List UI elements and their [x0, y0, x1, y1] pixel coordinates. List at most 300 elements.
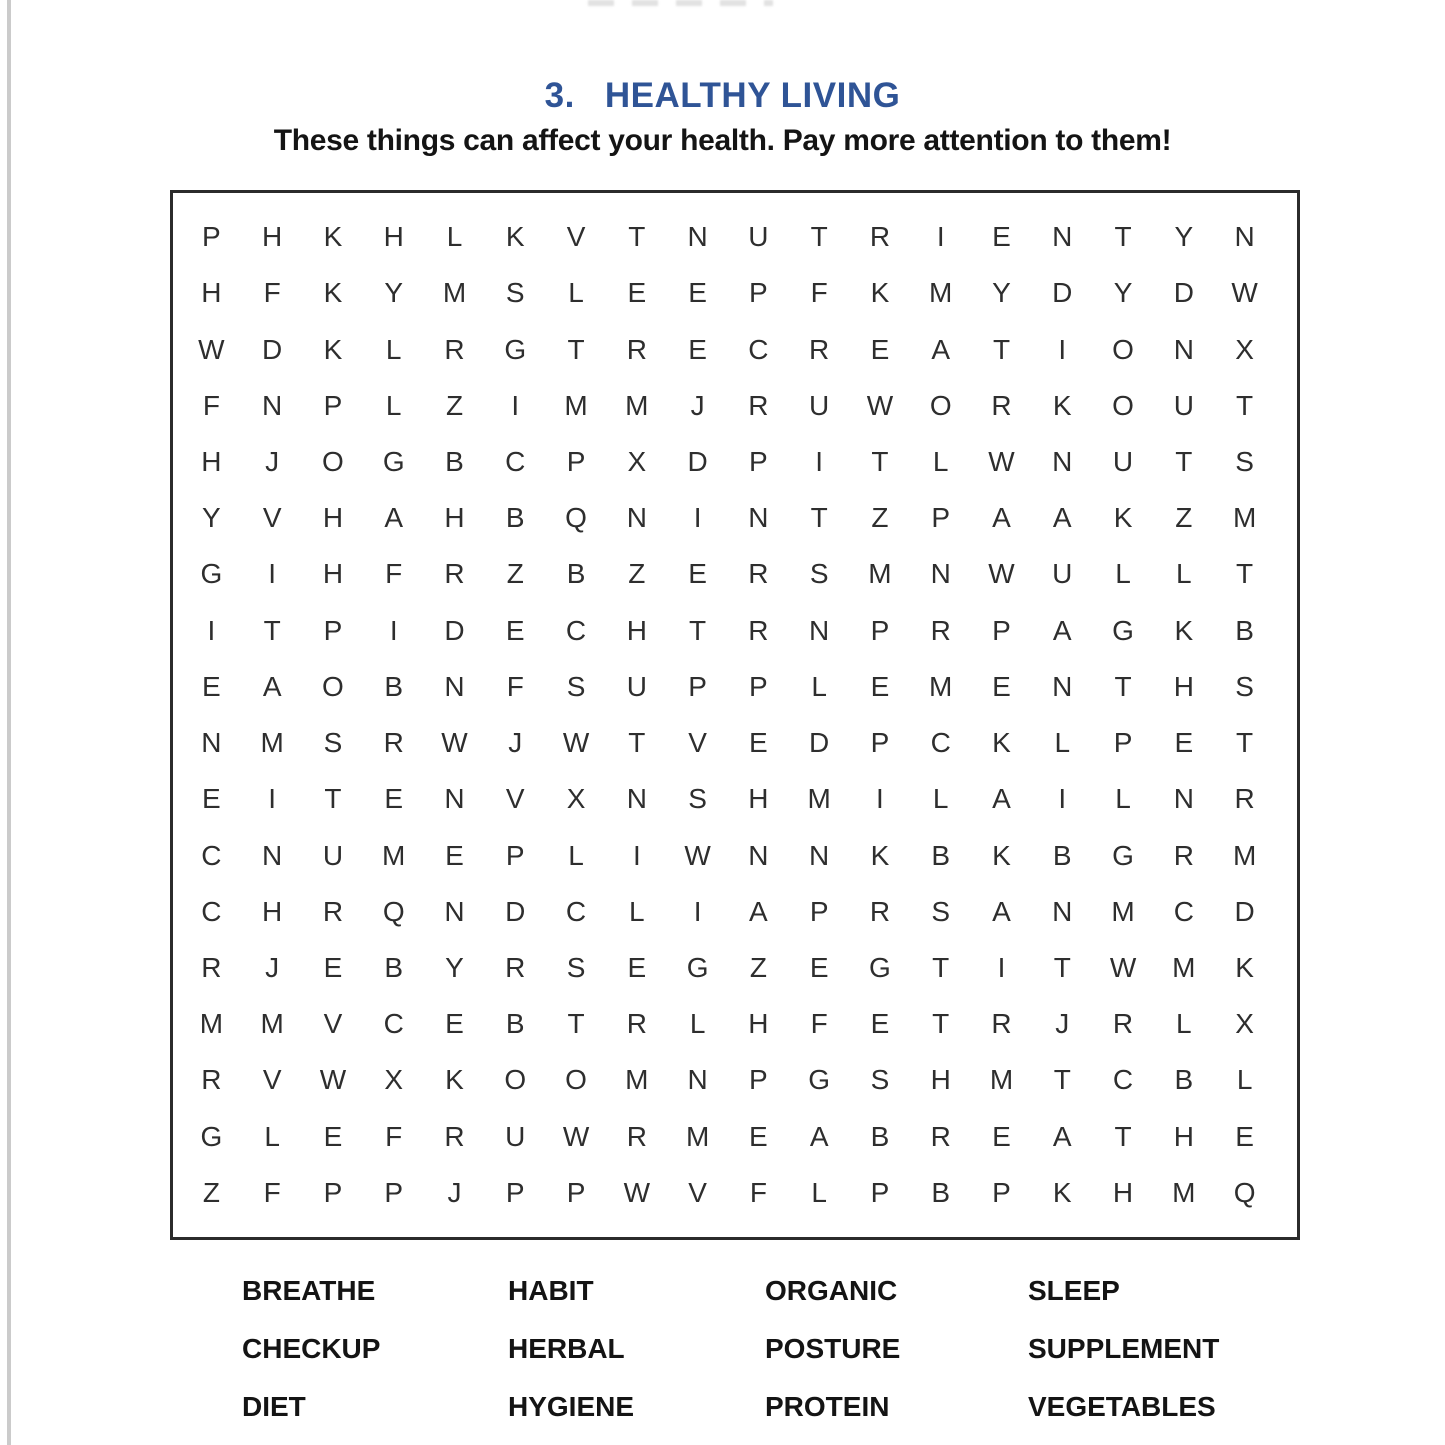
grid-letter: P [688, 670, 707, 702]
grid-letter: K [323, 277, 343, 309]
grid-letter: C [1173, 895, 1194, 927]
grid-letter: Z [871, 502, 889, 534]
grid-letter: R [505, 951, 526, 983]
grid-letter: I [268, 558, 277, 590]
grid-letter: T [263, 614, 281, 646]
grid-letter: S [505, 277, 525, 309]
grid-letter: W [319, 1064, 347, 1096]
grid-letter: I [632, 839, 641, 871]
grid-letter: I [815, 445, 824, 477]
grid-letter: K [1113, 502, 1133, 534]
grid-letter: T [324, 783, 342, 815]
grid-letter: C [201, 839, 222, 871]
word-list-column [1028, 1262, 1302, 1436]
grid-letter: J [447, 1176, 462, 1208]
grid-letter: R [930, 1120, 951, 1152]
grid-letter: C [201, 895, 222, 927]
grid-letter: H [322, 502, 344, 534]
grid-letter: K [1052, 389, 1072, 421]
grid-letter: C [565, 895, 587, 927]
grid-letter: L [932, 783, 949, 815]
grid-letter: E [688, 277, 707, 309]
letter-grid [173, 193, 1297, 1237]
grid-letter: T [628, 727, 646, 759]
grid-letter: R [1112, 1008, 1134, 1040]
grid-letter: R [869, 895, 891, 927]
grid-letter: M [625, 1064, 649, 1096]
grid-letter: K [445, 1064, 464, 1096]
grid-letter: N [626, 502, 647, 534]
grid-letter: N [1173, 783, 1194, 815]
grid-letter: B [505, 1008, 525, 1040]
grid-letter: D [1234, 895, 1255, 927]
grid-letter: M [1172, 1176, 1196, 1208]
grid-letter: Q [565, 502, 587, 534]
grid-letter: T [932, 1008, 950, 1040]
grid-letter: O [322, 445, 344, 477]
grid-letter: T [932, 951, 950, 983]
grid-letter: B [1052, 839, 1072, 871]
grid-letter: P [870, 727, 890, 759]
grid-letter: L [1176, 558, 1192, 590]
grid-letter: H [1173, 1120, 1194, 1152]
grid-letter: P [323, 614, 343, 646]
grid-letter: E [323, 1120, 343, 1152]
grid-letter: N [748, 502, 769, 534]
grid-letter: K [1235, 951, 1254, 983]
grid-letter: L [264, 1120, 280, 1152]
grid-letter: T [628, 221, 646, 253]
grid-letter: C [1112, 1064, 1134, 1096]
grid-letter: P [749, 445, 768, 477]
grid-letter: N [748, 839, 769, 871]
grid-letter: U [1173, 389, 1194, 421]
grid-letter: R [1234, 783, 1255, 815]
grid-letter: E [992, 221, 1011, 253]
grid-letter: I [693, 895, 702, 927]
grid-letter: A [384, 502, 404, 534]
grid-letter: N [444, 895, 465, 927]
grid-letter: I [693, 502, 702, 534]
grid-letter: G [382, 445, 405, 477]
grid-letter: A [931, 333, 951, 365]
word-list-item: POSTURE [765, 1333, 901, 1364]
grid-letter: H [262, 895, 283, 927]
grid-letter: G [504, 333, 527, 365]
grid-letter: R [201, 1064, 222, 1096]
grid-letter: O [565, 1064, 587, 1096]
grid-letter: M [868, 558, 892, 590]
grid-letter: S [323, 727, 343, 759]
word-list-item: DIET [242, 1391, 306, 1422]
grid-letter: M [989, 1064, 1014, 1096]
grid-letter: A [1052, 502, 1072, 534]
grid-letter: M [929, 670, 953, 702]
grid-letter: E [323, 951, 343, 983]
grid-letter: X [566, 783, 586, 815]
word-list-item: SUPPLEMENT [1028, 1333, 1220, 1364]
grid-letter: L [1115, 783, 1131, 815]
grid-letter: E [992, 670, 1011, 702]
grid-letter: F [810, 1008, 828, 1040]
grid-letter: Y [202, 502, 221, 534]
grid-letter: S [870, 1064, 890, 1096]
grid-letter: N [687, 1064, 708, 1096]
grid-letter: I [268, 783, 277, 815]
grid-letter: I [1058, 783, 1067, 815]
grid-letter: U [626, 670, 647, 702]
grid-letter: M [1232, 502, 1257, 534]
grid-letter: C [930, 727, 951, 759]
grid-letter: W [441, 727, 468, 759]
grid-letter: X [1235, 333, 1254, 365]
grid-letter: P [323, 389, 343, 421]
grid-letter: T [871, 445, 889, 477]
grid-letter: C [383, 1008, 404, 1040]
grid-letter: K [323, 221, 343, 253]
grid-letter: E [809, 951, 829, 983]
word-list-item: CHECKUP [242, 1333, 381, 1364]
grid-letter: M [382, 839, 406, 871]
word-search-grid-box [170, 190, 1300, 1240]
grid-letter: L [568, 277, 584, 309]
grid-letter: H [444, 502, 465, 534]
grid-letter: J [265, 951, 280, 983]
grid-letter: W [623, 1176, 651, 1208]
grid-letter: P [202, 221, 221, 253]
grid-letter: E [627, 277, 647, 309]
grid-letter: N [262, 389, 283, 421]
word-list-column [242, 1262, 508, 1436]
grid-letter: G [200, 1120, 223, 1152]
grid-letter: L [689, 1008, 706, 1040]
grid-letter: V [566, 221, 586, 253]
grid-letter: X [627, 445, 647, 477]
grid-letter: N [809, 839, 830, 871]
grid-letter: Q [1233, 1176, 1256, 1208]
grid-letter: Z [202, 1176, 220, 1208]
grid-letter: H [1173, 670, 1194, 702]
grid-letter: P [992, 1176, 1011, 1208]
grid-letter: S [931, 895, 951, 927]
grid-letter: R [444, 333, 465, 365]
grid-letter: P [505, 1176, 525, 1208]
grid-letter: R [322, 895, 344, 927]
grid-letter: L [811, 1176, 827, 1208]
grid-letter: M [929, 277, 953, 309]
grid-letter: R [748, 389, 769, 421]
grid-letter: T [1114, 221, 1132, 253]
grid-letter: F [506, 670, 524, 702]
grid-letter: A [992, 502, 1011, 534]
grid-letter: B [384, 951, 404, 983]
grid-letter: Z [749, 951, 767, 983]
grid-letter: T [1053, 1064, 1071, 1096]
grid-letter: L [385, 333, 402, 365]
grid-letter: T [1053, 951, 1071, 983]
grid-letter: H [930, 1064, 951, 1096]
grid-letter: A [262, 670, 282, 702]
grid-letter: Y [384, 277, 404, 309]
grid-letter: D [1052, 277, 1073, 309]
word-list-item: SLEEP [1028, 1275, 1120, 1306]
grid-letter: Z [1175, 502, 1193, 534]
grid-letter: P [870, 1176, 890, 1208]
grid-letter: L [811, 670, 827, 702]
grid-letter: M [625, 389, 649, 421]
grid-letter: G [869, 951, 891, 983]
grid-letter: T [992, 333, 1011, 365]
grid-letter: B [1174, 1064, 1194, 1096]
grid-letter: R [991, 389, 1012, 421]
grid-letter: R [1173, 839, 1194, 871]
grid-letter: S [688, 783, 707, 815]
grid-letter: N [930, 558, 951, 590]
grid-letter: I [389, 614, 398, 646]
grid-letter: E [627, 951, 647, 983]
grid-letter: H [748, 1008, 769, 1040]
grid-letter: M [199, 1008, 224, 1040]
grid-letter: G [808, 1064, 831, 1096]
grid-letter: A [1052, 1120, 1072, 1152]
grid-letter: G [200, 558, 223, 590]
grid-letter: E [870, 670, 890, 702]
grid-letter: P [809, 895, 829, 927]
grid-letter: L [385, 389, 402, 421]
grid-letter: I [936, 221, 945, 253]
grid-letter: P [1113, 727, 1133, 759]
grid-letter: R [809, 333, 830, 365]
grid-letter: O [504, 1064, 527, 1096]
grid-letter: J [1055, 1008, 1070, 1040]
grid-letter: F [202, 389, 220, 421]
grid-letter: Y [1113, 277, 1133, 309]
grid-letter: L [1115, 558, 1131, 590]
grid-letter: V [505, 783, 525, 815]
grid-letter: E [384, 783, 404, 815]
grid-letter: S [566, 670, 586, 702]
grid-letter: H [748, 783, 769, 815]
grid-letter: L [1236, 1064, 1253, 1096]
grid-letter: K [505, 221, 525, 253]
word-list-item: HERBAL [508, 1333, 625, 1364]
grid-letter: F [749, 1176, 767, 1208]
grid-letter: F [263, 1176, 281, 1208]
grid-letter: V [688, 727, 707, 759]
grid-letter: Q [382, 895, 405, 927]
grid-letter: T [1236, 558, 1254, 590]
grid-letter: P [749, 1064, 768, 1096]
grid-letter: J [265, 445, 280, 477]
grid-letter: X [384, 1064, 404, 1096]
grid-letter: Z [628, 558, 646, 590]
grid-letter: E [870, 333, 890, 365]
grid-letter: W [684, 839, 711, 871]
grid-letter: N [809, 614, 830, 646]
grid-letter: C [505, 445, 526, 477]
grid-letter: V [323, 1008, 343, 1040]
grid-letter: W [866, 389, 894, 421]
grid-letter: N [626, 783, 647, 815]
grid-letter: U [1052, 558, 1073, 590]
grid-letter: D [262, 333, 283, 365]
grid-letter: I [997, 951, 1006, 983]
grid-letter: M [260, 727, 284, 759]
grid-letter: N [1173, 333, 1194, 365]
grid-letter: G [686, 951, 709, 983]
grid-letter: N [1052, 670, 1073, 702]
grid-letter: B [566, 558, 586, 590]
grid-letter: E [1174, 727, 1194, 759]
word-list-item: PROTEIN [765, 1391, 890, 1422]
grid-letter: K [992, 839, 1011, 871]
word-list-item: BREATHE [242, 1275, 376, 1306]
grid-letter: E [749, 1120, 768, 1152]
word-list [242, 1262, 1302, 1436]
grid-letter: T [567, 1008, 585, 1040]
grid-letter: T [689, 614, 707, 646]
grid-letter: K [992, 727, 1011, 759]
grid-letter: G [1112, 614, 1134, 646]
grid-letter: S [809, 558, 829, 590]
grid-letter: M [1111, 895, 1135, 927]
grid-letter: H [322, 558, 344, 590]
grid-letter: J [690, 389, 705, 421]
grid-letter: H [201, 277, 222, 309]
grid-letter: V [262, 502, 282, 534]
grid-letter: G [1112, 839, 1134, 871]
grid-letter: R [930, 614, 951, 646]
grid-letter: F [810, 277, 828, 309]
grid-letter: P [566, 445, 586, 477]
grid-letter: O [1112, 333, 1134, 365]
grid-letter: N [444, 670, 465, 702]
grid-letter: F [385, 1120, 403, 1152]
grid-letter: E [445, 1008, 464, 1040]
grid-letter: N [1052, 221, 1073, 253]
grid-letter: P [870, 614, 890, 646]
grid-letter: I [511, 389, 520, 421]
grid-letter: E [688, 333, 707, 365]
grid-letter: O [929, 389, 952, 421]
grid-letter: E [505, 614, 525, 646]
grid-letter: E [688, 558, 707, 590]
grid-letter: W [988, 445, 1015, 477]
grid-letter: H [626, 614, 647, 646]
grid-letter: U [1112, 445, 1134, 477]
grid-letter: B [1235, 614, 1254, 646]
grid-letter: D [444, 614, 465, 646]
title-number: 3. [544, 76, 575, 115]
grid-letter: W [562, 1120, 590, 1152]
word-list-column [508, 1262, 765, 1436]
grid-letter: N [1234, 221, 1255, 253]
grid-letter: A [1052, 614, 1072, 646]
grid-letter: B [931, 839, 951, 871]
grid-letter: P [749, 277, 768, 309]
grid-letter: M [564, 389, 588, 421]
page-subtitle: These things can affect your health. Pay more attention to them! [273, 124, 1172, 157]
grid-letter: R [748, 614, 769, 646]
grid-letter: N [687, 221, 708, 253]
grid-letter: P [931, 502, 951, 534]
grid-letter: I [207, 614, 216, 646]
grid-letter: S [1235, 670, 1254, 702]
cut-off-text-fragment [588, 0, 773, 6]
grid-letter: D [809, 727, 830, 759]
grid-letter: R [626, 1008, 647, 1040]
grid-letter: L [1176, 1008, 1192, 1040]
grid-letter: N [444, 783, 465, 815]
grid-letter: P [505, 839, 525, 871]
grid-letter: B [870, 1120, 890, 1152]
grid-letter: A [992, 783, 1011, 815]
grid-letter: T [1114, 1120, 1132, 1152]
grid-letter: W [562, 727, 590, 759]
grid-letter: B [384, 670, 404, 702]
grid-letter: L [629, 895, 645, 927]
grid-letter: X [1235, 1008, 1254, 1040]
grid-letter: F [385, 558, 403, 590]
grid-letter: M [1232, 839, 1257, 871]
grid-letter: R [869, 221, 891, 253]
grid-letter: E [202, 783, 221, 815]
grid-letter: L [932, 445, 949, 477]
grid-letter: Z [506, 558, 524, 590]
grid-letter: T [1236, 727, 1254, 759]
grid-letter: H [1112, 1176, 1134, 1208]
grid-letter: W [198, 333, 225, 365]
grid-letter: L [1054, 727, 1071, 759]
grid-letter: S [566, 951, 586, 983]
grid-letter: A [809, 1120, 829, 1152]
grid-letter: R [444, 558, 465, 590]
word-list-item: ORGANIC [765, 1275, 898, 1306]
grid-letter: A [749, 895, 768, 927]
word-list-item: HYGIENE [508, 1391, 635, 1422]
grid-letter: M [1172, 951, 1196, 983]
grid-letter: C [748, 333, 769, 365]
grid-letter: Y [1174, 221, 1194, 253]
grid-letter: E [870, 1008, 890, 1040]
grid-letter: R [383, 727, 404, 759]
grid-letter: I [876, 783, 884, 815]
word-list-item: VEGETABLES [1028, 1391, 1216, 1422]
grid-letter: P [749, 670, 768, 702]
grid-letter: R [626, 1120, 647, 1152]
grid-letter: D [1173, 277, 1194, 309]
grid-letter: M [442, 277, 467, 309]
grid-letter: T [1175, 445, 1193, 477]
grid-letter: K [870, 839, 890, 871]
word-list-item: HABIT [508, 1275, 594, 1306]
grid-letter: M [807, 783, 831, 815]
grid-letter: E [445, 839, 464, 871]
grid-letter: B [505, 502, 525, 534]
grid-letter: V [688, 1176, 707, 1208]
grid-letter: T [1236, 389, 1254, 421]
grid-letter: D [505, 895, 526, 927]
grid-letter: O [322, 670, 344, 702]
grid-letter: Z [445, 389, 464, 421]
grid-letter: N [201, 727, 222, 759]
grid-letter: R [201, 951, 222, 983]
grid-letter: T [1114, 670, 1132, 702]
grid-letter: W [1109, 951, 1137, 983]
grid-letter: M [260, 1008, 284, 1040]
grid-letter: H [201, 445, 222, 477]
grid-letter: E [992, 1120, 1011, 1152]
